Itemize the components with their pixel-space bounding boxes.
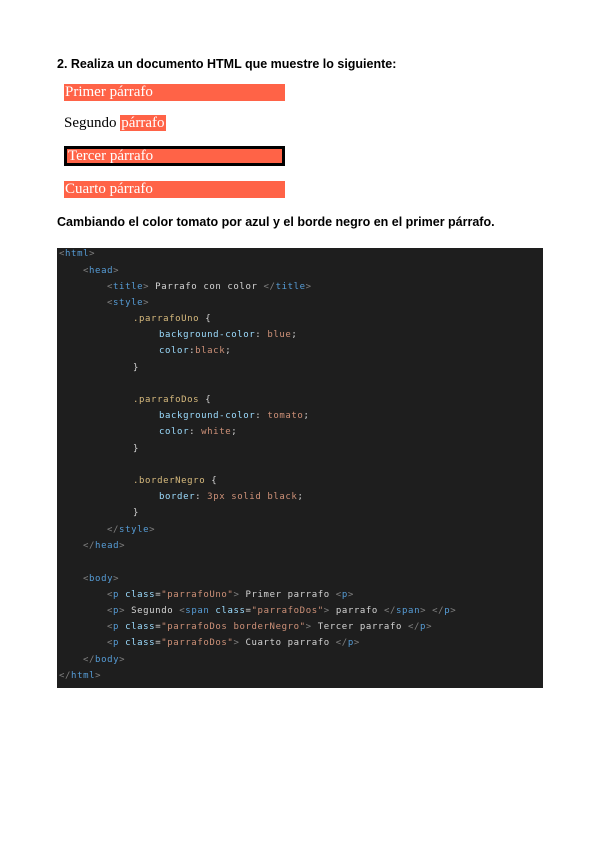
code-line: .borderNegro { xyxy=(133,476,218,486)
code-line: <style> xyxy=(107,298,150,308)
code-line: .parrafoUno { xyxy=(133,314,212,324)
exercise-heading: 2. Realiza un documento HTML que muestre lo siguiente: xyxy=(57,57,397,71)
code-line: } xyxy=(133,444,140,454)
code-line: <p class="parrafoDos borderNegro"> Tercer parrafo </p> xyxy=(107,622,433,632)
code-line: background-color: blue; xyxy=(159,330,298,340)
code-line: <p class="parrafoDos"> Cuarto parrafo </p> xyxy=(107,638,360,648)
code-line: </html> xyxy=(59,671,102,681)
code-line: } xyxy=(133,508,140,518)
code-line: } xyxy=(133,363,140,373)
instruction-heading: Cambiando el color tomato por azul y el borde negro en el primer párrafo. xyxy=(57,215,495,229)
demo-first-paragraph: Primer párrafo xyxy=(64,84,285,101)
code-line: color: white; xyxy=(159,427,238,437)
code-line: <body> xyxy=(83,574,120,584)
code-line: <html> xyxy=(59,249,96,259)
code-line: </head> xyxy=(83,541,126,551)
demo-second-text: Segundo xyxy=(64,115,121,131)
code-line: <p class="parrafoUno"> Primer parrafo <p> xyxy=(107,590,354,600)
demo-second-span: párrafo xyxy=(121,115,165,131)
code-line: border: 3px solid black; xyxy=(159,492,304,502)
code-block xyxy=(57,248,543,688)
code-line: <title> Parrafo con color </title> xyxy=(107,282,312,292)
code-line: background-color: tomato; xyxy=(159,411,310,421)
code-line: <head> xyxy=(83,266,120,276)
code-line: color:black; xyxy=(159,346,232,356)
demo-third-paragraph: Tercer párrafo xyxy=(64,146,285,166)
demo-fourth-paragraph: Cuarto párrafo xyxy=(64,181,285,198)
code-line: .parrafoDos { xyxy=(133,395,212,405)
code-line: <p> Segundo <span class="parrafoDos"> parrafo </span> </p> xyxy=(107,606,457,616)
code-line: </style> xyxy=(107,525,156,535)
demo-second-paragraph xyxy=(64,115,166,132)
code-line: </body> xyxy=(83,655,126,665)
